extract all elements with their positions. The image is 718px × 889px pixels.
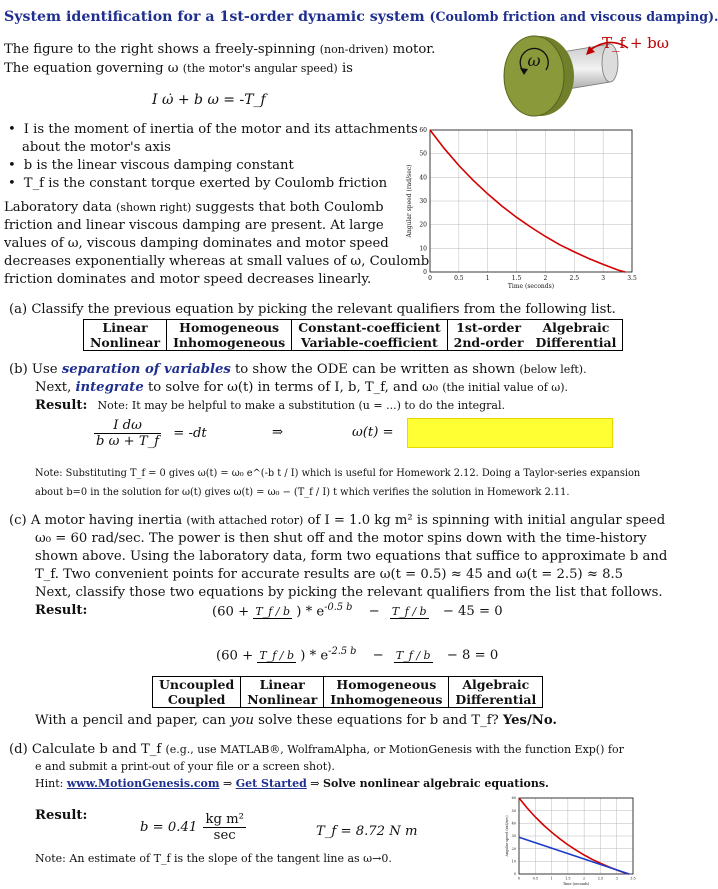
equation-2: (60 + T_f / b ) * $e^{-2.5 b}$ − T_f / b − 8 = 0 xyxy=(216,646,499,664)
qualifier-cell[interactable]: 1st-order 2nd-order xyxy=(447,320,529,351)
y-tick-label: 10 xyxy=(511,859,516,864)
separated-ode: $\frac{\text{I dω}}{\text{b ω + T\_f}}$ = -dt xyxy=(96,418,207,449)
x-tick-label: 0 xyxy=(517,876,521,881)
y-tick-label: 60 xyxy=(419,127,427,134)
x-tick-label: 3.5 xyxy=(627,275,637,282)
x-tick-label: 2.5 xyxy=(569,275,580,282)
part-c-closing: With a pencil and paper, can you solve these equations for b and T_f? Yes/No. xyxy=(35,713,557,728)
bullet-coulomb: • T_f is the constant torque exerted by Coulomb friction xyxy=(8,176,387,191)
y-axis-label: Angular speed (rad/sec) xyxy=(406,164,413,238)
part-c-result-label: Result: xyxy=(35,603,88,618)
part-c-line-1: (c) A motor having inertia (with attached rotor) of I = 1.0 kg m² is spinning with initial angular speed xyxy=(9,513,666,528)
part-c-line-4: T_f. Two convenient points for accurate results are ω(t = 0.5) ≈ 45 and ω(t = 2.5) ≈ 8.5 xyxy=(35,567,624,582)
part-d-result-label: Result: xyxy=(35,808,88,823)
y-axis-label: Angular speed (rad/sec) xyxy=(504,815,509,857)
bullet-inertia-cont: about the motor's axis xyxy=(22,140,171,155)
page-subtitle: (Coulomb friction and viscous damping). xyxy=(429,9,718,24)
part-d-line-1: (d) Calculate b and T_f (e.g., use MATLAB®, WolframAlpha, or MotionGenesis with the function Exp() for xyxy=(9,742,624,757)
x-tick-label: 0.5 xyxy=(454,275,464,282)
omega-label: ω xyxy=(527,51,541,70)
x-tick-label: 1.5 xyxy=(565,876,571,881)
equation-1: (60 + T_f / b ) * $e^{-0.5 b}$ − T_f / b − 45 = 0 xyxy=(212,602,503,620)
part-a-text: (a) Classify the previous equation by picking the relevant qualifiers from the following list. xyxy=(9,302,616,317)
y-tick-label: 0 xyxy=(423,269,427,276)
intro-line-2: The equation governing ω (the motor's angular speed) is xyxy=(4,61,353,76)
b-result: b = 0.41 $\frac{\text{kg m²}}{\sec}$ xyxy=(140,812,244,843)
lab-line-3: values of ω, viscous damping dominates and motor speed xyxy=(4,236,389,251)
x-axis-label: Time (seconds) xyxy=(507,283,555,290)
omega-t-label: ω(t) = xyxy=(352,425,394,440)
get-started-link[interactable]: Get Started xyxy=(235,777,307,790)
tangent-chart xyxy=(503,794,643,886)
y-tick-label: 30 xyxy=(419,198,427,205)
implies-arrow: ⇒ xyxy=(272,425,284,440)
part-c-line-5: Next, classify those two equations by picking the relevant qualifiers from the list that follows. xyxy=(35,585,663,600)
y-tick-label: 40 xyxy=(511,821,516,826)
qualifier-cell[interactable]: Homogeneous Inhomogeneous xyxy=(167,320,292,351)
table-row xyxy=(153,677,543,708)
lab-line-1: Laboratory data (shown right) suggests that both Coulomb xyxy=(4,200,384,215)
x-tick-label: 2 xyxy=(543,275,548,282)
part-c-line-3: shown above. Using the laboratory data, form two equations that suffice to approximate b and xyxy=(35,549,668,564)
bullet-damping: • b is the linear viscous damping constant xyxy=(8,158,294,173)
x-tick-label: 0 xyxy=(428,275,432,282)
y-tick-label: 40 xyxy=(419,174,427,182)
y-tick-label: 50 xyxy=(419,150,427,158)
part-d-note: Note: An estimate of T_f is the slope of the tangent line as ω→0. xyxy=(35,852,392,865)
y-tick-label: 0 xyxy=(513,872,516,877)
speed-chart xyxy=(404,124,644,292)
governing-equation: I ω̇ + b ω = -T_f xyxy=(152,92,266,108)
x-tick-label: 2.5 xyxy=(597,876,604,881)
qualifier-cell[interactable]: Homogeneous Inhomogeneous xyxy=(324,677,449,708)
qualifier-cell[interactable]: Linear Nonlinear xyxy=(84,320,167,351)
part-b-line-1: (b) Use separation of variables to show the ODE can be written as shown (below left). xyxy=(9,362,587,377)
x-tick-label: 1.5 xyxy=(511,275,522,282)
tf-result: T_f = 8.72 N m xyxy=(316,824,418,839)
y-tick-label: 30 xyxy=(511,834,516,839)
lab-line-5: friction dominates and motor speed decreases linearly. xyxy=(4,272,372,287)
part-b-result-row: Result: Note: It may be helpful to make a substitution (u = ...) to do the integral. xyxy=(35,398,505,413)
y-tick-label: 10 xyxy=(419,245,427,253)
qualifier-cell[interactable]: Linear Nonlinear xyxy=(241,677,324,708)
lab-line-2: friction and linear viscous damping are present. At large xyxy=(4,218,384,233)
part-a-qualifier-table xyxy=(83,319,623,351)
qualifier-cell[interactable]: Uncoupled Coupled xyxy=(153,677,241,708)
motiongenesis-link[interactable]: www.MotionGenesis.com xyxy=(66,777,220,790)
x-tick-label: 1 xyxy=(485,275,490,282)
motor-figure xyxy=(498,26,669,126)
part-d-line-2: e and submit a print-out of your file or a screen shot). xyxy=(35,760,335,773)
lab-line-4: decreases exponentially whereas at small values of ω, Coulomb xyxy=(4,254,430,269)
table-row xyxy=(84,320,623,351)
y-tick-label: 20 xyxy=(419,221,427,229)
part-c-line-2: ω₀ = 60 rad/sec. The power is then shut off and the motor spins down with the time-history xyxy=(35,531,647,546)
intro-line-1: The figure to the right shows a freely-spinning (non-driven) motor. xyxy=(4,42,436,57)
y-tick-label: 50 xyxy=(511,808,516,813)
x-tick-label: 3.5 xyxy=(630,876,636,881)
qualifier-cell[interactable]: Algebraic Differential xyxy=(449,677,543,708)
x-tick-label: 0.5 xyxy=(532,876,538,881)
x-tick-label: 1 xyxy=(550,876,553,881)
part-b-line-2: Next, integrate to solve for ω(t) in terms of I, b, T_f, and ω₀ (the initial value of ω). xyxy=(35,380,569,395)
x-tick-label: 3 xyxy=(615,876,618,881)
page-title: System identification for a 1st-order dynamic system (Coulomb friction and viscous damping). xyxy=(4,9,718,25)
y-tick-label: 20 xyxy=(511,846,516,851)
bullet-inertia: • I is the moment of inertia of the motor and its attachments xyxy=(8,122,418,137)
part-b-note-1: Note: Substituting T_f = 0 gives ω(t) = ω₀ e^(-b t / I) which is useful for Homework 2.12. Doing a Taylor-series expansion xyxy=(35,468,641,479)
y-tick-label: 60 xyxy=(511,796,516,801)
qualifier-cell[interactable]: Algebraic Differential xyxy=(530,320,623,351)
omega-answer-box[interactable] xyxy=(407,418,613,448)
part-c-qualifier-table xyxy=(152,676,543,708)
torque-label: T_f + bω xyxy=(602,34,669,52)
x-tick-label: 3 xyxy=(601,275,606,282)
part-b-note-2: about b=0 in the solution for ω(t) gives ω(t) = ω₀ − (T_f / I) t which verifies the solution in Homework 2.11. xyxy=(35,487,570,498)
x-tick-label: 2 xyxy=(583,876,586,881)
part-d-hint: Hint: www.MotionGenesis.com ⇒ Get Started ⇒ Solve nonlinear algebraic equations. xyxy=(35,777,549,790)
qualifier-cell[interactable]: Constant-coefficient Variable-coefficient xyxy=(292,320,447,351)
x-axis-label: Time (seconds) xyxy=(562,881,590,886)
